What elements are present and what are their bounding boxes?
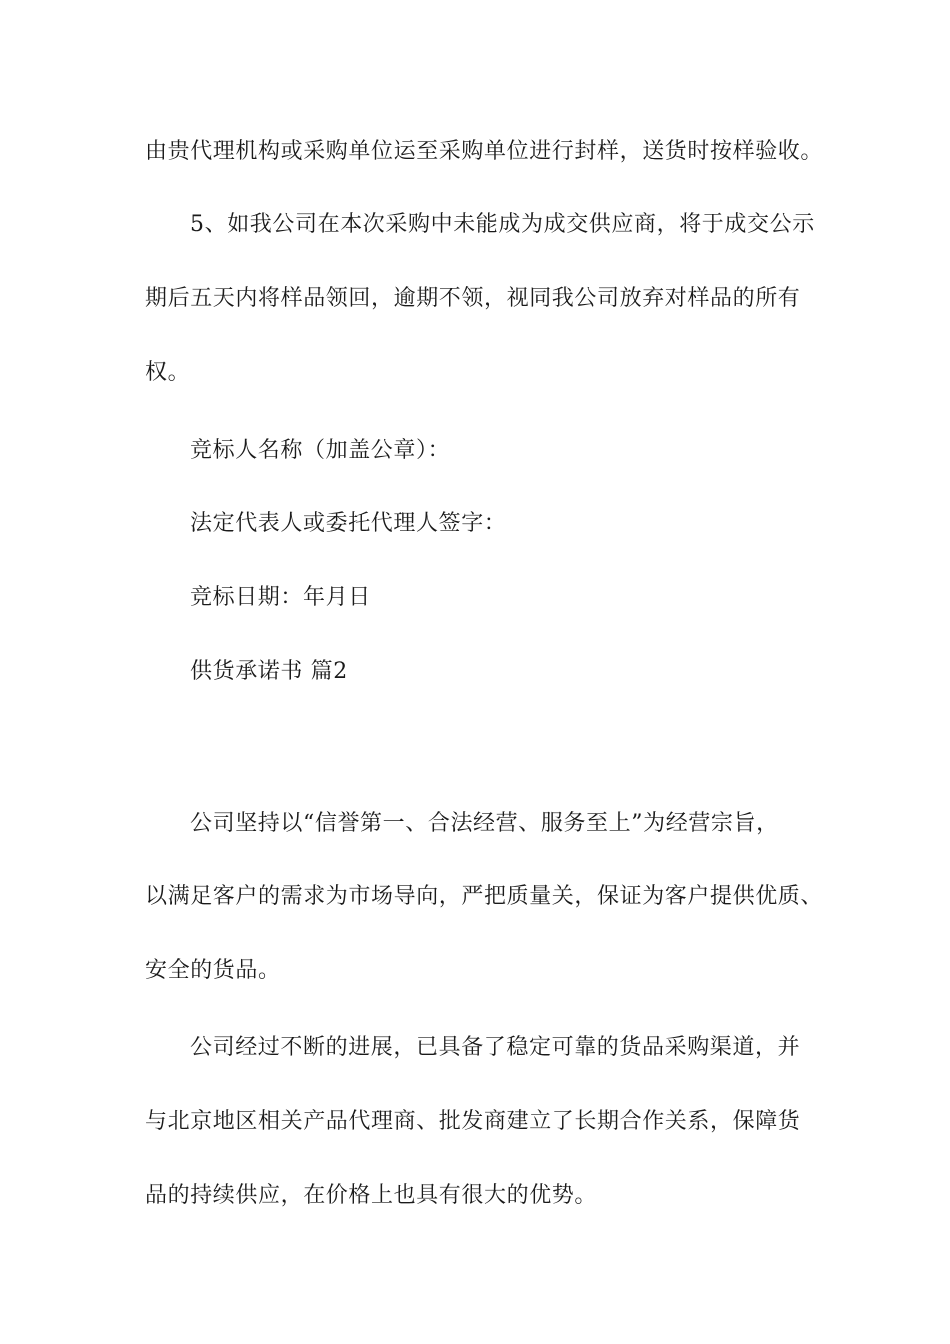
text-line: 竞标人名称（加盖公章）： <box>190 438 451 463</box>
text-line: 由贵代理机构或采购单位运至采购单位进行封样，送货时按样验收。 <box>145 139 824 164</box>
text-line: 公司经过不断的进展，已具备了稳定可靠的货品采购渠道，并 <box>190 1035 801 1060</box>
text-line: 品的持续供应，在价格上也具有很大的优势。 <box>145 1183 598 1208</box>
text-line: 权。 <box>145 360 191 385</box>
text-line: 竞标日期：年月日 <box>190 585 371 610</box>
text-line: 5、如我公司在本次采购中未能成为成交供应商，将于成交公示 <box>190 212 815 237</box>
text-line: 以满足客户的需求为市场导向，严把质量关，保证为客户提供优质、 <box>145 884 824 909</box>
text-line: 期后五天内将样品领回，逾期不领，视同我公司放弃对样品的所有 <box>145 286 801 311</box>
text-line: 公司坚持以“信誉第一、合法经营、服务至上”为经营宗旨， <box>190 811 779 836</box>
section-heading: 供货承诺书 篇2 <box>190 659 348 684</box>
text-line: 安全的货品。 <box>145 958 281 983</box>
text-line: 与北京地区相关产品代理商、批发商建立了长期合作关系，保障货 <box>145 1109 801 1134</box>
text-line: 法定代表人或委托代理人签字： <box>190 511 507 536</box>
